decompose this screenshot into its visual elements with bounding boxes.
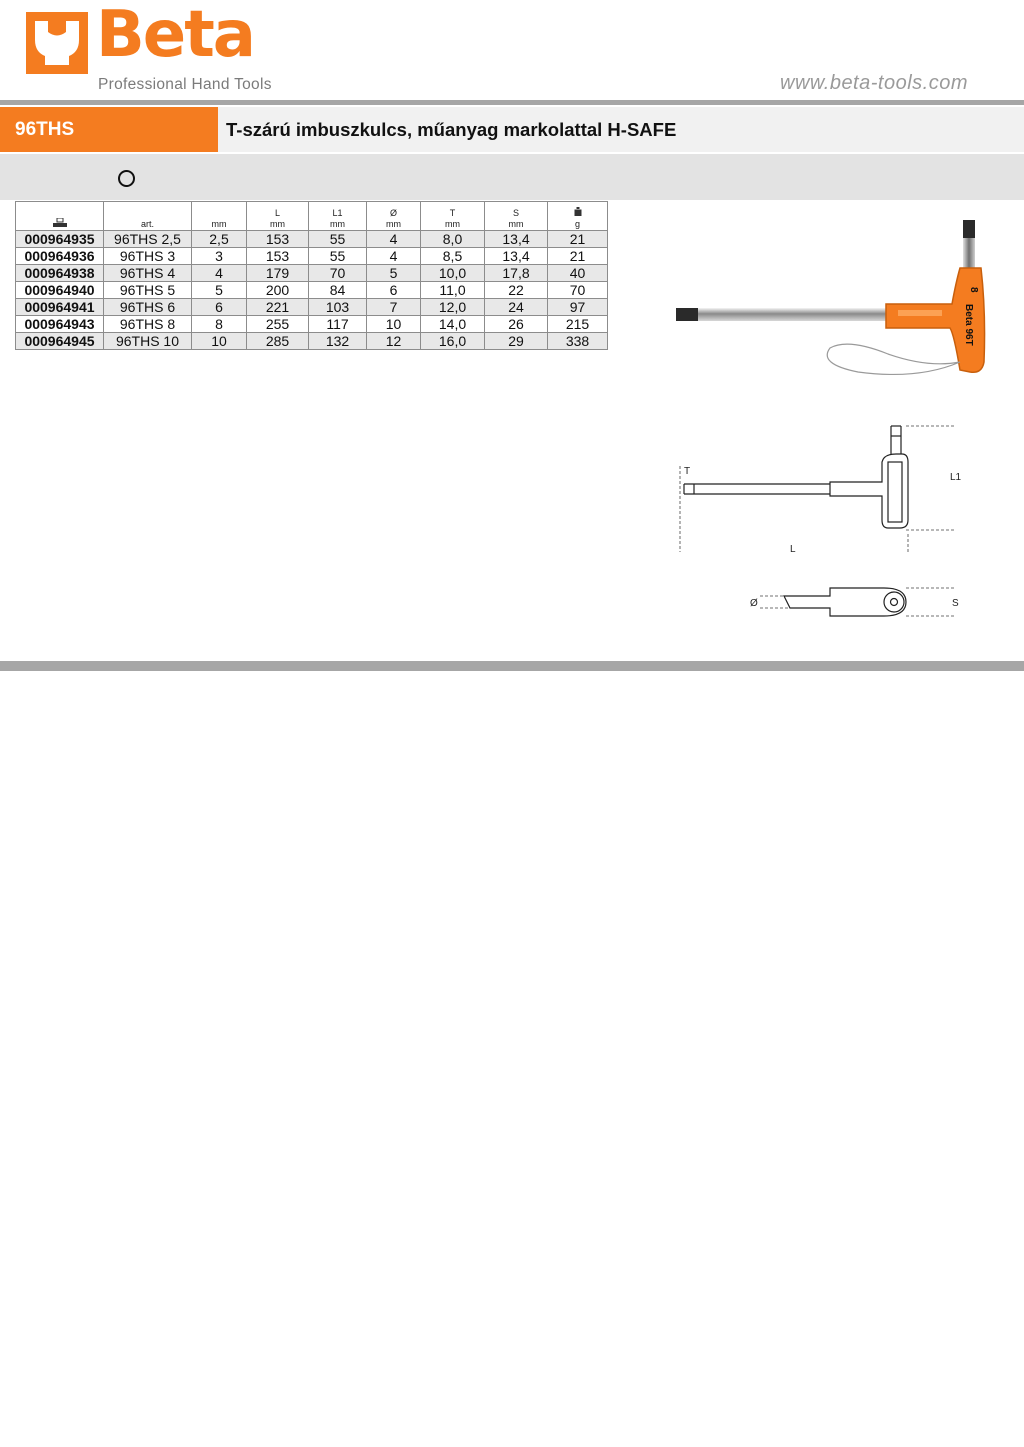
table-row xyxy=(16,282,608,299)
cell-size: 10 xyxy=(192,333,247,350)
cell-length-l1: 70 xyxy=(309,265,367,282)
cell-code: 000964943 xyxy=(16,316,104,333)
cell-size: 5 xyxy=(192,282,247,299)
cell-length-l: 153 xyxy=(247,231,309,248)
cell-t: 16,0 xyxy=(421,333,485,350)
weight-icon xyxy=(574,207,582,216)
cell-s: 24 xyxy=(485,299,548,316)
cell-diameter: 7 xyxy=(367,299,421,316)
cell-length-l: 200 xyxy=(247,282,309,299)
wrench-logo-icon xyxy=(26,12,88,74)
brand-name: Beta xyxy=(96,0,254,72)
product-title: T-szárú imbuszkulcs, műanyag markolattal H-SAFE xyxy=(226,119,677,140)
cell-diameter: 5 xyxy=(367,265,421,282)
cell-weight: 70 xyxy=(548,282,608,299)
cell-length-l1: 84 xyxy=(309,282,367,299)
cell-code: 000964941 xyxy=(16,299,104,316)
circle-icon xyxy=(118,170,135,187)
cell-code: 000964935 xyxy=(16,231,104,248)
table-row xyxy=(16,299,608,316)
title-bar xyxy=(0,107,1024,152)
code-icon xyxy=(53,218,67,227)
cell-length-l: 221 xyxy=(247,299,309,316)
cell-length-l1: 117 xyxy=(309,316,367,333)
cell-s: 22 xyxy=(485,282,548,299)
symbol-bar xyxy=(0,154,1024,200)
header-s: S mm xyxy=(485,202,548,231)
cell-length-l: 153 xyxy=(247,248,309,265)
header-l1: L1 mm xyxy=(309,202,367,231)
cell-weight: 21 xyxy=(548,231,608,248)
table-header-row xyxy=(16,202,608,231)
spec-table xyxy=(15,201,608,350)
cell-diameter: 4 xyxy=(367,248,421,265)
cell-diameter: 12 xyxy=(367,333,421,350)
cell-weight: 215 xyxy=(548,316,608,333)
header-divider xyxy=(0,100,1024,105)
cell-diameter: 4 xyxy=(367,231,421,248)
cell-s: 17,8 xyxy=(485,265,548,282)
table-row xyxy=(16,248,608,265)
cell-length-l1: 132 xyxy=(309,333,367,350)
cell-t: 8,5 xyxy=(421,248,485,265)
header-t: T mm xyxy=(421,202,485,231)
header-code xyxy=(16,202,104,231)
table-row xyxy=(16,333,608,350)
cell-diameter: 6 xyxy=(367,282,421,299)
cell-article: 96THS 5 xyxy=(104,282,192,299)
header-art: art. xyxy=(104,202,192,231)
cell-s: 13,4 xyxy=(485,248,548,265)
table-row xyxy=(16,265,608,282)
cell-length-l1: 55 xyxy=(309,231,367,248)
footer-divider xyxy=(0,661,1024,671)
cell-code: 000964936 xyxy=(16,248,104,265)
label-diameter: Ø xyxy=(750,598,758,609)
product-code: 96THS xyxy=(0,107,218,152)
table-row xyxy=(16,231,608,248)
header-diameter: Ø mm xyxy=(367,202,421,231)
cell-code: 000964938 xyxy=(16,265,104,282)
cell-size: 4 xyxy=(192,265,247,282)
cell-article: 96THS 6 xyxy=(104,299,192,316)
label-l1: L1 xyxy=(950,472,962,483)
header-mm: mm xyxy=(192,202,247,231)
cell-size: 3 xyxy=(192,248,247,265)
cell-weight: 338 xyxy=(548,333,608,350)
cell-article: 96THS 10 xyxy=(104,333,192,350)
cell-s: 13,4 xyxy=(485,231,548,248)
technical-drawing xyxy=(644,408,992,656)
cell-length-l: 179 xyxy=(247,265,309,282)
cell-t: 8,0 xyxy=(421,231,485,248)
beta-logo xyxy=(26,0,296,96)
cell-weight: 97 xyxy=(548,299,608,316)
product-photo xyxy=(668,212,998,388)
website-link[interactable]: www.beta-tools.com xyxy=(780,72,968,94)
cell-length-l: 255 xyxy=(247,316,309,333)
handle-brand-text: Beta 96T xyxy=(963,304,974,346)
cell-article: 96THS 4 xyxy=(104,265,192,282)
cell-length-l1: 55 xyxy=(309,248,367,265)
table-row xyxy=(16,316,608,333)
cell-weight: 21 xyxy=(548,248,608,265)
cell-article: 96THS 3 xyxy=(104,248,192,265)
cell-article: 96THS 8 xyxy=(104,316,192,333)
cell-length-l1: 103 xyxy=(309,299,367,316)
label-l: L xyxy=(790,544,796,555)
cell-length-l: 285 xyxy=(247,333,309,350)
cell-article: 96THS 2,5 xyxy=(104,231,192,248)
header-l: L mm xyxy=(247,202,309,231)
cell-code: 000964945 xyxy=(16,333,104,350)
cell-size: 8 xyxy=(192,316,247,333)
cell-diameter: 10 xyxy=(367,316,421,333)
cell-s: 29 xyxy=(485,333,548,350)
handle-size-mark: 8 xyxy=(968,287,979,293)
cell-t: 14,0 xyxy=(421,316,485,333)
brand-tagline: Professional Hand Tools xyxy=(98,76,272,93)
cell-size: 6 xyxy=(192,299,247,316)
cell-s: 26 xyxy=(485,316,548,333)
cell-t: 10,0 xyxy=(421,265,485,282)
cell-weight: 40 xyxy=(548,265,608,282)
cell-t: 12,0 xyxy=(421,299,485,316)
cell-code: 000964940 xyxy=(16,282,104,299)
header-weight: g xyxy=(548,202,608,231)
label-s: S xyxy=(952,598,959,609)
cell-t: 11,0 xyxy=(421,282,485,299)
label-t: T xyxy=(684,466,691,477)
cell-size: 2,5 xyxy=(192,231,247,248)
